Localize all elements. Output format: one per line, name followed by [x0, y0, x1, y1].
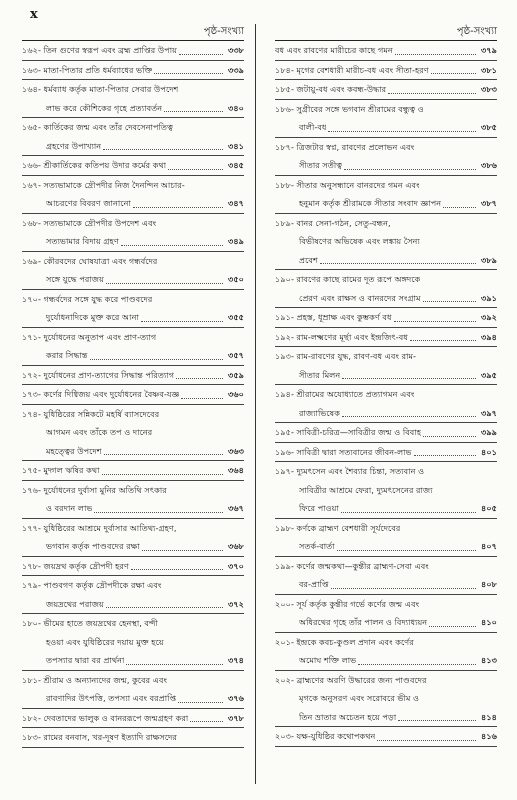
toc-page-number: ৪০৫ [481, 503, 497, 513]
toc-page-number: ৩৭৯ [481, 45, 497, 55]
toc-entry-title: ২০২- ব্রাহ্মণের অরণি উদ্ধারের জন্য পাণ্ডবদের [275, 674, 427, 685]
dot-leader [133, 194, 223, 208]
toc-page-number: ৩৭৬ [228, 693, 244, 703]
toc-entry-title: সতর্ক-বার্তা [299, 541, 335, 551]
toc-entry[interactable] [22, 328, 244, 366]
toc-entry-title: করার সিদ্ধান্ত [46, 350, 88, 360]
dot-leader [320, 251, 476, 265]
toc-entry-title: ১৬৫- কার্তিকের জন্ম এবং তাঁর দেবসেনাপতিত্ব [22, 122, 173, 132]
toc-page-number: ৩৮৩ [481, 84, 497, 94]
dot-leader [394, 308, 476, 322]
toc-page-number: ৪১৬ [481, 731, 497, 741]
toc-entry-title: অধিরথের গৃহে তাঁর পালন ও বিদ্যাধ্যয়ন [299, 617, 428, 627]
toc-entry-title: ১৭২- দুর্যোধনের প্রাণ-ত্যাগের সিদ্ধান্ত পরিত্যাগ [22, 369, 175, 380]
toc-entry-title: প্রবেশ [299, 254, 318, 265]
toc-entry-title: অমোঘ শক্তি লাভ [299, 655, 357, 665]
toc-entry[interactable] [275, 385, 497, 423]
toc-entry-title: ১৯৫- সাবিত্রী-চরিত্র—সাবিত্রীর জন্ম ও বিবাহ [275, 427, 421, 437]
toc-entry-title: ১৬৮- সত্যভামাকে দ্রৌপদীর উপদেশ এবং [22, 217, 157, 228]
toc-entry-title: বধ এবং রাবণের মারীচের কাছে গমন [275, 45, 393, 55]
toc-page-number: ৩৯৫ [481, 369, 497, 380]
dot-leader [423, 423, 476, 437]
toc-entry[interactable] [275, 61, 497, 81]
dot-leader [164, 99, 223, 113]
toc-entry[interactable] [275, 270, 497, 308]
toc-entry-title: ১৭০- গন্ধর্বদের সঙ্গে যুদ্ধ করে পাণ্ডবদের [22, 293, 153, 304]
toc-entry-title: ভগবান কর্তৃক পাণ্ডবদের রক্ষা [46, 541, 140, 551]
toc-entry-title: ১৯৩- রাম-রাবণের যুদ্ধ, রাবণ-বধ এবং রাম- [275, 351, 416, 361]
toc-entry[interactable] [22, 614, 244, 671]
toc-entry-title: ১৭৭- যুধিষ্ঠিরের আশ্রমে দুর্বাসার আতিথ্য-গ্রহণ, [22, 522, 177, 533]
toc-entry-title: সীতার সতীত্ব [299, 160, 343, 170]
toc-entry-title: ১৬৭- সত্যভামাকে দ্রৌপদীর নিজ দৈনন্দিন আচার- [22, 179, 185, 190]
toc-entry-title: ১৯৯- কর্ণের জন্মকথা—কুন্তীর ব্রাহ্মণ-সেবা এবং [275, 560, 429, 571]
dot-leader [337, 537, 476, 551]
toc-entry-title: ১৯৬- সাবিত্রী দ্বারা সত্যবানের জীবন-লাভ [275, 446, 412, 457]
toc-entry[interactable] [22, 709, 244, 729]
toc-entry-title: মহত্ত্বের উপদেশ [46, 445, 102, 456]
toc-list-left [22, 41, 244, 748]
toc-entry-title: আগমন এবং তাঁকে তপ ও দানের [46, 427, 153, 437]
toc-entry[interactable] [22, 176, 244, 214]
dot-leader [344, 156, 476, 170]
dot-leader [190, 709, 223, 723]
toc-entry-title: ১৯৭- দ্যুমৎসেন এবং শৈব্যার চিন্তা, সত্যবান ও [275, 466, 425, 476]
dot-leader [414, 443, 476, 457]
dot-leader [181, 385, 223, 399]
toc-column-right [275, 24, 497, 747]
dot-leader [342, 366, 476, 380]
toc-page-number: ৪১০ [481, 617, 497, 627]
toc-entry[interactable] [275, 176, 497, 214]
toc-page-number: ৪০১ [481, 446, 497, 457]
toc-entry-title: সত্যভামার বিদায় গ্রহণ [46, 236, 119, 246]
toc-entry[interactable] [275, 214, 497, 271]
toc-entry-title: ২০৩- যক্ষ-যুধিষ্ঠির কথোপকথন [275, 731, 376, 741]
toc-entry[interactable] [275, 308, 497, 328]
toc-entry-title: ১৮৭- ত্রিজটার স্বপ্ন, রাবণের প্রলোভন এবং [275, 141, 415, 152]
toc-page-number: ৩৭৮ [228, 712, 244, 723]
dot-leader [410, 328, 476, 342]
toc-entry-title: ১৮০- ভীমের হাতে জয়দ্রথের হেনস্থা, বন্দী [22, 618, 158, 628]
toc-entry[interactable] [275, 41, 497, 61]
toc-entry-title: ১৭৯- পাণ্ডবগণ কর্তৃক দ্রৌপদীকে রক্ষা এবং [22, 580, 162, 590]
toc-entry-title: আচরণের বিবরণ জানানো [46, 198, 131, 208]
dot-leader [423, 289, 476, 303]
toc-entry-title: ১৭৬- দুর্যোধনের দুর্বাসা মুনির অতিথি সৎকার [22, 484, 167, 495]
toc-entry[interactable] [22, 252, 244, 290]
toc-entry-title: ১৭৫- মুদ্গল ঋষির কথা [22, 465, 100, 475]
toc-entry-title: ১৬৪- ধর্মব্যাধ কর্তৃক মাতা-পিতার সেবার উপদেশ [22, 84, 179, 94]
toc-entry[interactable] [275, 671, 497, 728]
toc-entry[interactable] [22, 671, 244, 709]
toc-entry[interactable] [22, 385, 244, 405]
toc-entry-title: রাবণাদির উৎপত্তি, তপস্যা এবং বরপ্রাপ্তি [46, 693, 177, 703]
dot-leader [168, 156, 223, 170]
dot-leader [103, 137, 223, 151]
dot-leader [102, 461, 223, 475]
toc-list-right [275, 41, 497, 747]
toc-page-number: ৩৫৫ [228, 312, 244, 322]
page-number: x [30, 7, 38, 22]
toc-entry[interactable] [275, 100, 497, 138]
toc-page-number: ৩৭০ [228, 560, 244, 571]
toc-entry-title: গ্রহণের উপাখ্যান [46, 140, 102, 151]
toc-entry[interactable] [22, 61, 244, 81]
toc-page-number: ৩৬৮ [228, 541, 244, 551]
dot-leader [142, 537, 223, 551]
toc-page-number: ৩৪৯ [228, 236, 244, 246]
toc-entry[interactable] [22, 557, 244, 577]
toc-entry-title: লাভ করে কৌশিকের গৃহে প্রত্যাবর্তন [46, 102, 163, 113]
toc-entry[interactable] [275, 328, 497, 348]
dot-leader [331, 575, 476, 589]
toc-entry-title: ১৯১- প্রহস্ত, ধূম্রাক্ষ এবং কুম্ভকর্ণ বধ [275, 312, 392, 322]
toc-entry-title: ১৮৩- রামের বনবাস, খর-দূষণ ইত্যাদি রাক্ষসদের [22, 732, 177, 742]
toc-entry-title: ১৮৫- জটায়ু-বধ এবং কবন্ধ-উদ্ধার [275, 84, 387, 94]
toc-entry[interactable] [275, 462, 497, 519]
dot-leader [141, 308, 223, 322]
toc-entry-title: ১৯০- রাবণের কাছে রামের দূত রূপে অঙ্গদকে [275, 274, 421, 284]
toc-entry[interactable] [22, 481, 244, 519]
dot-leader [106, 595, 223, 609]
toc-entry-title: ১৮৪- মৃগের বেশধারী মারীচ-বধ এবং সীতা-হরণ [275, 64, 429, 75]
toc-entry-title: ১৮৮- সীতার অনুসন্ধানে বানরদের গমন এবং [275, 179, 420, 190]
toc-entry-title: ১৬৩- মাতা-পিতার প্রতি ধর্মব্যাধের ভক্তি [22, 64, 153, 75]
toc-page-number: ৪১৪ [481, 711, 497, 722]
toc-entry[interactable] [275, 519, 497, 557]
toc-page-number: ৩৯৪ [481, 331, 497, 342]
toc-entry[interactable] [275, 727, 497, 747]
toc-page-number: ৩৬৭ [228, 503, 244, 513]
toc-entry-title: হওয়া এবং যুধিষ্ঠিরের দয়ায় মুক্ত হয়ে [46, 636, 164, 647]
dot-leader [154, 61, 223, 75]
dot-leader [90, 346, 224, 360]
toc-entry-title: ১৬২- তিন গুণের স্বরূপ এবং ব্রহ্ম প্রাপ্তির উপায় [22, 45, 177, 55]
toc-page-number: ৩৮৯ [481, 254, 497, 265]
toc-entry-title: বিভীষণের অভিষেক এবং লঙ্কায় সৈন্য [299, 236, 420, 246]
toc-entry-title: প্রেরণ এবং রাক্ষস ও বানরদের সংগ্রাম [299, 292, 421, 303]
toc-entry-title: বালী-বধ [299, 122, 327, 132]
dot-leader [179, 41, 223, 55]
toc-entry-title: ১৬৬- শ্রীকার্তিকের কতিপয় উদার কর্মের কথা [22, 160, 167, 170]
toc-entry-title: সাবিত্রীর আশ্রমে ফেরা, দ্যুমৎসেনের রাজ্য [299, 484, 433, 495]
toc-entry-title: ১৯৪- শ্রীরামের অযোধ্যাতে প্রত্যাগমন এবং [275, 389, 415, 399]
dot-leader [131, 557, 223, 571]
toc-entry-title: ফিরে পাওয়া [299, 503, 339, 513]
toc-entry-title: জয়দ্রথের পরাজয় [46, 598, 104, 609]
toc-page-number: ৩৪০ [228, 102, 244, 113]
toc-page-number: ৩৮৭ [481, 198, 497, 208]
toc-entry-title: ১৭৪- যুধিষ্ঠিরের সন্নিকটে মহর্ষি ব্যাসদেবের [22, 408, 160, 419]
toc-entry-title: ১৮২- দেবতাদের ভালুক ও বানররূপে জন্মগ্রহণ করা [22, 712, 189, 723]
dot-leader [178, 689, 223, 703]
toc-entry[interactable] [22, 366, 244, 386]
toc-page-number: ৩৯২ [481, 312, 497, 322]
dot-leader [328, 118, 476, 132]
toc-entry[interactable] [22, 118, 244, 156]
dot-leader [176, 366, 223, 380]
toc-entry[interactable] [22, 156, 244, 176]
dot-leader [106, 270, 223, 284]
toc-entry[interactable] [22, 519, 244, 557]
dot-leader [358, 651, 476, 665]
toc-page-number: ৩৮৫ [481, 122, 497, 132]
toc-entry-title: ১৬৯- কৌরবদের ঘোষযাত্রা এবং গন্ধর্বদের [22, 255, 158, 266]
toc-entry-title: ১৭৮- জয়দ্রথ কর্তৃক দ্রৌপদী হরণ [22, 560, 129, 571]
toc-entry-title: দুর্যোধনাদিকে মুক্ত করে আনা [46, 312, 139, 322]
dot-leader [121, 232, 223, 246]
dot-leader [342, 404, 476, 418]
toc-entry[interactable] [22, 214, 244, 252]
dot-leader [395, 41, 476, 55]
dot-leader [431, 61, 476, 75]
toc-entry[interactable] [22, 576, 244, 614]
toc-entry-title: ১৮১- শ্রীরাম ও অন্যান্যদের জন্ম, কুবের এবং [22, 674, 168, 685]
toc-entry-title: রাজ্যাভিষেক [299, 407, 340, 418]
dot-leader [126, 651, 223, 665]
toc-page-number: ৩৪১ [228, 140, 244, 151]
toc-page-number: ৩৩৯ [228, 64, 244, 75]
toc-entry-title: সীতার মিলন [299, 369, 341, 380]
toc-entry-title: ১৮৯- বানর সেনা-গঠন, সেতু-বন্ধন, [275, 217, 391, 228]
toc-entry[interactable] [22, 728, 244, 748]
dot-leader [341, 499, 476, 513]
toc-entry[interactable] [275, 557, 497, 595]
toc-entry-title: তপস্যার দ্বারা বর প্রার্থনা [46, 655, 125, 665]
toc-entry-title: ২০০- সূর্য কর্তৃক কুন্তীর গর্ভে কর্ণের জন্ম এবং [275, 598, 420, 609]
toc-entry[interactable] [275, 423, 497, 443]
toc-page-number: ৩৫৭ [228, 350, 244, 360]
toc-page-number: ৩৫৯ [228, 369, 244, 380]
toc-entry-title: মৃগকে অনুসরণ এবং সরোবরে ভীম ও [299, 693, 420, 703]
toc-page-number: ৩৬০ [228, 389, 244, 399]
toc-page-number: ৩৮১ [481, 64, 497, 75]
dot-leader [377, 727, 476, 741]
toc-entry[interactable] [275, 443, 497, 463]
toc-page-number: ৩৯১ [481, 292, 497, 303]
toc-page-number: ৩৭৪ [228, 655, 244, 665]
dot-leader [94, 499, 223, 513]
toc-entry[interactable] [275, 595, 497, 633]
toc-entry[interactable] [275, 80, 497, 100]
toc-entry[interactable] [22, 41, 244, 61]
toc-entry-title: ১৯৮- কর্ণকে ব্রাহ্মণ বেশধারী সূর্যদেবের [275, 522, 401, 533]
dot-leader [104, 442, 223, 456]
toc-entry[interactable] [22, 405, 244, 462]
toc-entry[interactable] [22, 290, 244, 328]
column-header: পৃষ্ঠ-সংখ্যা [275, 24, 497, 41]
toc-page-number: ৩৬৪ [228, 465, 244, 475]
toc-entry-title: ও বরদান লাভ [46, 503, 93, 513]
toc-entry[interactable] [275, 633, 497, 671]
toc-entry-title: ১৭১- দুর্যোধনের অনুতাপ এবং প্রাণ-ত্যাগ [22, 331, 157, 342]
dot-leader [443, 194, 476, 208]
toc-page-number: ৩৪৭ [228, 198, 244, 208]
column-header: পৃষ্ঠ-সংখ্যা [22, 24, 244, 41]
toc-page-number: ৩৯৭ [481, 407, 497, 418]
toc-page-number: ৩৫০ [228, 274, 244, 284]
toc-entry[interactable] [275, 138, 497, 176]
toc-column-left [22, 24, 244, 748]
toc-page-number: ৩৪৫ [228, 160, 244, 170]
toc-page-number: ৩৩৮ [228, 45, 244, 55]
dot-leader [398, 708, 476, 722]
toc-entry-title: হনুমান কর্তৃক শ্রীরামকে সীতার সংবাদ জ্ঞাপন [299, 198, 442, 208]
toc-entry-title: ২০১- ইন্দ্রকে কবচ-কুণ্ডল প্রদান এবং কর্ণের [275, 636, 414, 647]
toc-page-number: ৩৭২ [228, 598, 244, 609]
toc-page-number: ৪০৭ [481, 541, 497, 551]
toc-entry-title: সঙ্গে যুদ্ধে পরাজয় [46, 274, 104, 284]
dot-leader [429, 613, 476, 627]
toc-page-number: ৩৬৩ [228, 445, 244, 456]
toc-entry-title: ১৮৬- সুগ্রীবের সঙ্গে ভগবান শ্রীরামের বন্ধুত্ব ও [275, 103, 424, 114]
toc-entry-title: বর-প্রাপ্তি [299, 579, 329, 589]
toc-entry-title: ১৭৩- কর্ণের দিগ্বিজয় এবং দুর্যোধনের বৈষ্ণব-যজ্ঞ [22, 389, 180, 399]
toc-page-number: ৪০৮ [481, 579, 497, 589]
toc-entry-title: তিন ভ্রাতার অচেতন হয়ে পড়া [299, 711, 397, 722]
dot-leader [388, 80, 476, 94]
toc-entry-title: ১৯২- রাম-লক্ষ্মণের মূর্ছা এবং ইন্দ্রজিৎ-বধ [275, 331, 408, 342]
toc-page-number: ৩৯৯ [481, 427, 497, 437]
toc-entry[interactable] [22, 461, 244, 481]
toc-page-number: ৩৮৬ [481, 160, 497, 170]
toc-page-number: ৪১৩ [481, 655, 497, 665]
column-divider [255, 24, 256, 784]
toc-entry[interactable] [275, 347, 497, 385]
toc-entry[interactable] [22, 80, 244, 118]
